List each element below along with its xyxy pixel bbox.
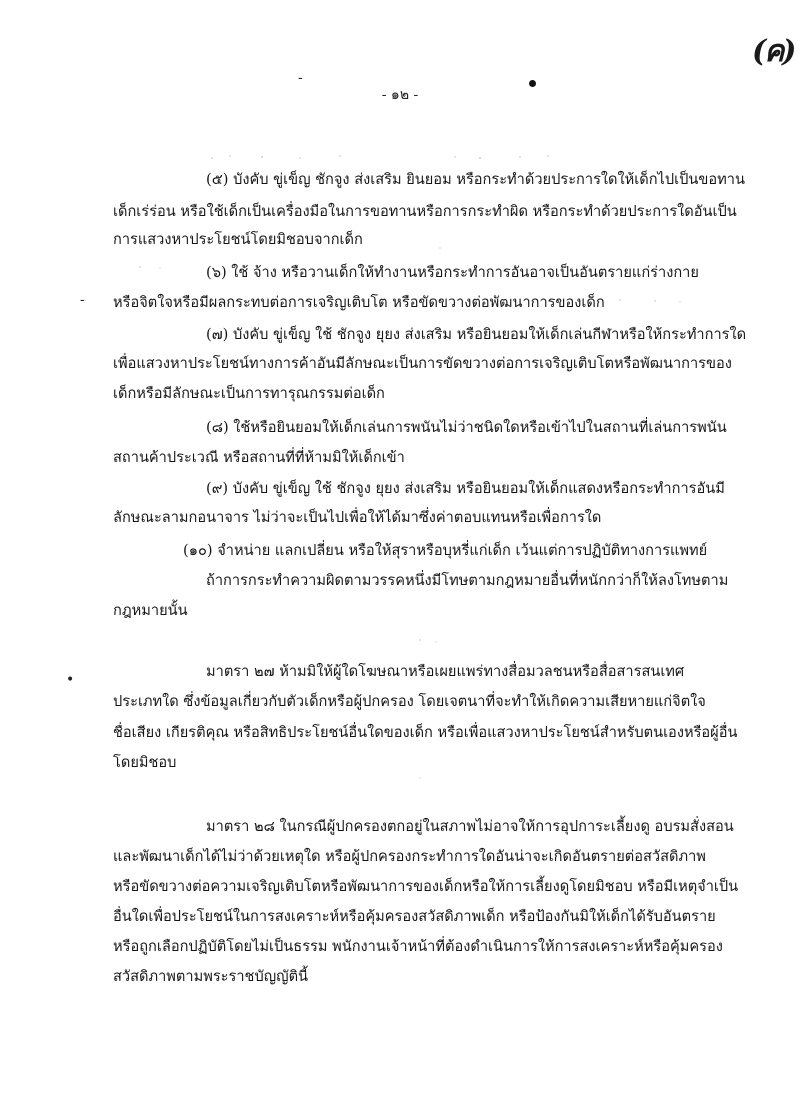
section-28-heading: มาตรา ๒๘ ในกรณีผู้ปกครองตกอยู่ในสภาพไม่อาจให้การอุปการะเลี้ยงดู อบรมสั่งสอน xyxy=(206,818,734,835)
paragraph-line: เด็กเร่ร่อน หรือใช้เด็กเป็นเครื่องมือในการขอทานหรือการกระทำผิด หรือกระทำด้วยประการใดอันเป็น xyxy=(113,203,737,220)
paragraph-line: หรือถูกเลือกปฏิบัติโดยไม่เป็นธรรม พนักงานเจ้าหน้าที่ต้องดำเนินการให้การสงเคราะห์หรือคุ้มครอง xyxy=(113,938,723,955)
paragraph-line: สวัสดิภาพตามพระราชบัญญัตินี้ xyxy=(113,968,309,985)
margin-mark: - xyxy=(80,292,85,308)
paragraph-line: (๗) บังคับ ขู่เข็ญ ใช้ ชักจูง ยุยง ส่งเสริม หรือยินยอมให้เด็กเล่นกีฬาหรือให้กระทำการใด xyxy=(206,326,747,343)
section-27-heading: มาตรา ๒๗ ห้ามมิให้ผู้ใดโฆษณาหรือเผยแพร่ทางสื่อมวลชนหรือสื่อสารสนเทศ xyxy=(206,663,685,680)
paragraph-line: อื่นใดเพื่อประโยชน์ในการสงเคราะห์หรือคุ้มครองสวัสดิภาพเด็ก หรือป้องกันมิให้เด็กได้รับอันตราย xyxy=(113,908,716,925)
paragraph-line: (๙) บังคับ ขู่เข็ญ ใช้ ชักจูง ยุยง ส่งเสริม หรือยินยอมให้เด็กแสดงหรือกระทำการอันมี xyxy=(206,480,725,497)
paragraph-line: (๘) ใช้หรือยินยอมให้เด็กเล่นการพนันไม่ว่าชนิดใดหรือเข้าไปในสถานที่เล่นการพนัน xyxy=(206,419,727,436)
paragraph-line: สถานค้าประเวณี หรือสถานที่ที่ห้ามมิให้เด็กเข้า xyxy=(113,449,405,466)
paragraph-line: เด็กหรือมีลักษณะเป็นการทารุณกรรมต่อเด็ก xyxy=(113,385,385,402)
page-number: - ๑๒ - xyxy=(381,87,419,103)
paragraph-line: (๑๐) จำหน่าย แลกเปลี่ยน หรือให้สุราหรือบุหรี่แก่เด็ก เว้นแต่การปฏิบัติทางการแพทย์ xyxy=(183,542,708,559)
margin-mark: - xyxy=(298,70,303,86)
paragraph-line: ลักษณะลามกอนาจาร ไม่ว่าจะเป็นไปเพื่อให้ได้มาซึ่งค่าตอบแทนหรือเพื่อการใด xyxy=(113,509,602,526)
paragraph-line: และพัฒนาเด็กได้ไม่ว่าด้วยเหตุใด หรือผู้ปกครองกระทำการใดอันน่าจะเกิดอันตรายต่อสวัสดิภาพ xyxy=(113,848,706,865)
paragraph-line: ถ้าการกระทำความผิดตามวรรคหนึ่งมีโทษตามกฎหมายอื่นที่หนักกว่าก็ให้ลงโทษตาม xyxy=(206,572,729,589)
paragraph-line: หรือขัดขวางต่อความเจริญเติบโตหรือพัฒนาการของเด็กหรือให้การเลี้ยงดูโดยมิชอบ หรือมีเหตุจำเป็น xyxy=(113,878,739,895)
margin-mark: • xyxy=(66,672,75,688)
scan-dot-mark xyxy=(529,80,536,87)
paragraph-line: เพื่อแสวงหาประโยชน์ทางการค้าอันมีลักษณะเป็นการขัดขวางต่อการเจริญเติบโตหรือพัฒนาการของ xyxy=(113,355,732,372)
paragraph-line: (๕) บังคับ ขู่เข็ญ ชักจูง ส่งเสริม ยินยอม หรือกระทำด้วยประการใดให้เด็กไปเป็นขอทาน xyxy=(206,171,745,188)
paragraph-line: กฎหมายนั้น xyxy=(113,602,188,619)
paragraph-line: (๖) ใช้ จ้าง หรือวานเด็กให้ทำงานหรือกระทำการอันอาจเป็นอันตรายแก่ร่างกาย xyxy=(206,264,699,281)
paragraph-line: ประเภทใด ซึ่งข้อมูลเกี่ยวกับตัวเด็กหรือผู้ปกครอง โดยเจตนาที่จะทำให้เกิดความเสียหายแก่จิตใจ xyxy=(113,693,706,710)
paragraph-line: การแสวงหาประโยชน์โดยมิชอบจากเด็ก xyxy=(113,231,363,248)
paragraph-line: หรือจิตใจหรือมีผลกระทบต่อการเจริญเติบโต หรือขัดขวางต่อพัฒนาการของเด็ก xyxy=(113,294,605,311)
page-mark: (ค) xyxy=(752,34,795,69)
paragraph-line: โดยมิชอบ xyxy=(113,754,177,771)
paragraph-line: ชื่อเสียง เกียรติคุณ หรือสิทธิประโยชน์อื่นใดของเด็ก หรือเพื่อแสวงหาประโยชน์สำหรับตนเองหรือผู้อื่น xyxy=(113,724,738,741)
